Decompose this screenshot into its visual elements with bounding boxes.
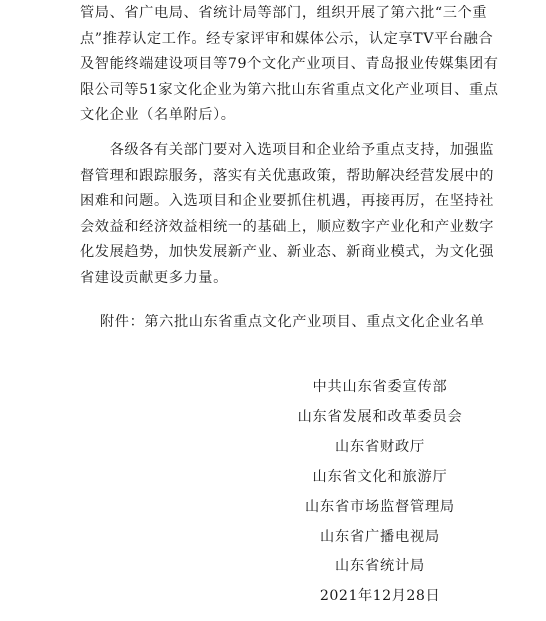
text-line: 管局、省广电局、省统计局等部门，组织开展了第六批“三个重 xyxy=(80,5,488,21)
attachment-note: 附件：第六批山东省重点文化产业项目、重点文化企业名单 xyxy=(100,314,485,330)
text-line: 化发展趋势，加快发展新产业、新业态、新商业模式，为文化强 xyxy=(80,244,495,261)
text-line: 文化企业（名单附后）。 xyxy=(80,107,236,124)
text-line: 省建设贡献更多力量。 xyxy=(80,269,228,286)
signatory-name: 山东省统计局 xyxy=(335,558,425,574)
text-line: 各级各有关部门要对入选项目和企业给予重点支持，加强监 xyxy=(80,142,495,158)
text-line: 会效益和经济效益相统一的基础上，顺应数字产业化和产业数字 xyxy=(80,218,495,235)
text-line: 限公司等51家文化企业为第六批山东省重点文化产业项目、重点 xyxy=(80,81,499,98)
signatory-name: 山东省广播电视局 xyxy=(320,529,440,545)
text-line: 督管理和跟踪服务，落实有关优惠政策，帮助解决经营发展中的 xyxy=(80,167,495,184)
text-line: 及智能终端建设项目等79个文化产业项目、青岛报业传媒集团有 xyxy=(80,56,499,73)
text-line: 困难和问题。入选项目和企业要抓住机遇，再接再厉，在坚持社 xyxy=(80,193,495,210)
text-line: 点”推荐认定工作。经专家评审和媒体公示，认定享TV平台融合 xyxy=(80,30,494,47)
signatory-name: 山东省发展和改革委员会 xyxy=(297,409,463,425)
body-paragraph-2 xyxy=(80,138,495,292)
signatory-name: 山东省市场监督管理局 xyxy=(305,499,455,515)
document-date: 2021年12月28日 xyxy=(319,588,441,604)
signatory-name: 中共山东省委宣传部 xyxy=(312,379,448,395)
body-paragraph-1 xyxy=(80,1,499,129)
signatory-name: 山东省文化和旅游厅 xyxy=(312,469,448,485)
signatory-name: 山东省财政厅 xyxy=(335,439,425,455)
